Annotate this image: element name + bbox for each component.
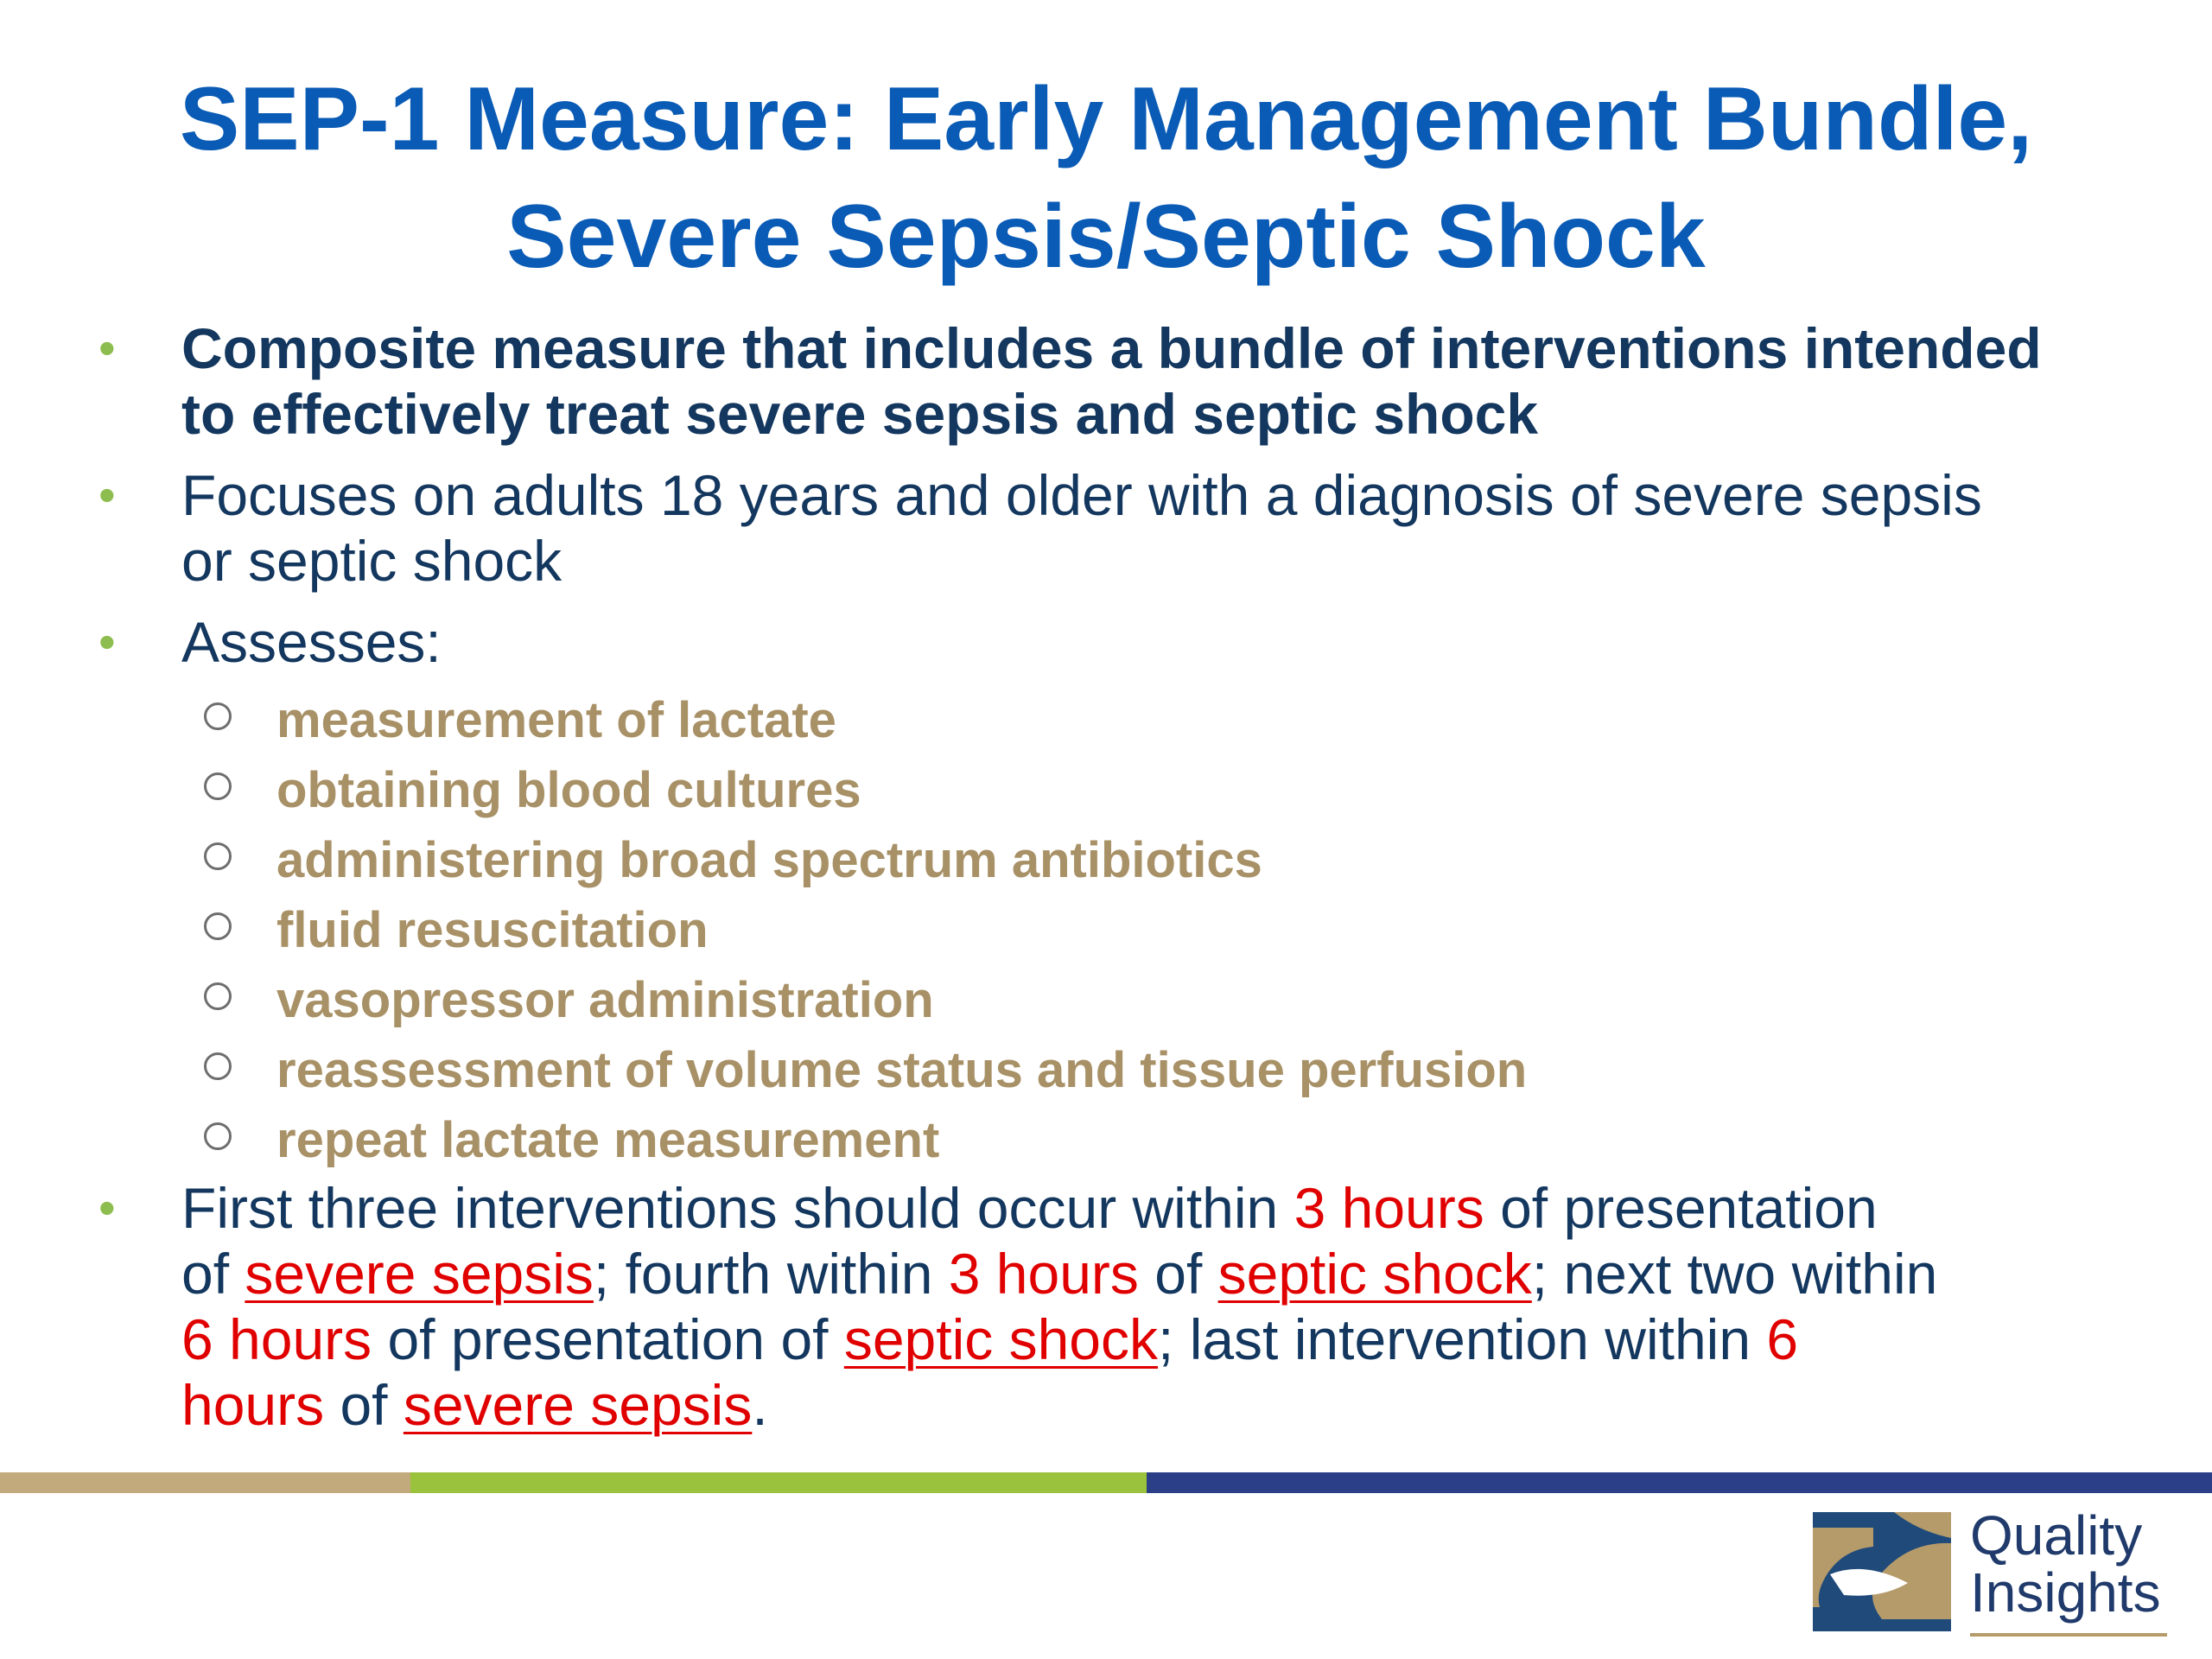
circle-bullet-icon (204, 772, 232, 800)
bullet-dot-icon: • (99, 614, 116, 669)
emphasis-septic-shock: septic shock (843, 1307, 1159, 1371)
bullet-dot-icon: • (99, 321, 116, 375)
logo-wordmark: Quality Insights (1970, 1504, 2161, 1624)
circle-bullet-icon (204, 1122, 232, 1150)
emphasis-3-hours: 3 hours (1294, 1176, 1484, 1240)
quality-insights-logo (1813, 1504, 2193, 1637)
footer-color-bars (0, 1472, 2212, 1493)
emphasis-severe-sepsis: severe sepsis (245, 1242, 594, 1306)
footer-bar-tan (0, 1472, 410, 1493)
sub-item: administering broad spectrum antibiotics (86, 825, 2143, 895)
emphasis-6: 6 (1766, 1307, 1799, 1371)
bullet-text: Composite measure that includes a bundle of interventions intended to effectively treat severe sepsis and septic shock (181, 316, 2042, 446)
quality-insights-logo-icon (1813, 1512, 1951, 1631)
emphasis-6-hours: 6 hours (181, 1307, 372, 1371)
logo-underline (1970, 1633, 2167, 1637)
bullet-focuses-adults (86, 462, 2143, 594)
bullet-text: Assesses: (181, 610, 442, 674)
title-line-1: SEP-1 Measure: Early Management Bundle, (179, 69, 2033, 169)
circle-bullet-icon (204, 982, 232, 1010)
bullet-timing (86, 1175, 2143, 1438)
slide-title (0, 60, 2212, 296)
circle-bullet-icon (204, 842, 232, 870)
emphasis-hours: hours (181, 1373, 325, 1437)
sub-item: obtaining blood cultures (86, 755, 2143, 825)
circle-bullet-icon (204, 1052, 232, 1080)
sub-item: vasopressor administration (86, 965, 2143, 1035)
bullet-dot-icon: • (99, 1180, 116, 1235)
bullet-assesses (86, 609, 2143, 675)
circle-bullet-icon (204, 702, 232, 730)
emphasis-septic-shock: septic shock (1217, 1242, 1532, 1306)
sub-item: reassessment of volume status and tissue perfusion (86, 1035, 2143, 1105)
circle-bullet-icon (204, 912, 232, 940)
bullet-composite-measure (86, 315, 2143, 447)
sub-item: measurement of lactate (86, 685, 2143, 755)
title-line-2: Severe Sepsis/Septic Shock (506, 187, 1706, 287)
bullet-dot-icon: • (99, 467, 116, 522)
sub-item: fluid resuscitation (86, 895, 2143, 965)
footer-bar-green (410, 1472, 1147, 1493)
sub-item: repeat lactate measurement (86, 1105, 2143, 1175)
emphasis-severe-sepsis: severe sepsis (403, 1373, 753, 1437)
bullet-text: First three interventions should occur within 3 hours of presentation of severe sepsis; fourth within 3 hours of septic shock; next two within 6 hours of presentation of septic shock; last intervention within 6 hours of severe sepsis. (181, 1176, 1938, 1437)
bullet-text: Focuses on adults 18 years and older with a diagnosis of severe sepsis or septic shock (181, 463, 1982, 593)
bullet-list (86, 315, 2143, 1438)
assesses-sublist (86, 685, 2143, 1175)
emphasis-3-hours: 3 hours (948, 1242, 1139, 1306)
footer-bar-navy (1147, 1472, 2212, 1493)
